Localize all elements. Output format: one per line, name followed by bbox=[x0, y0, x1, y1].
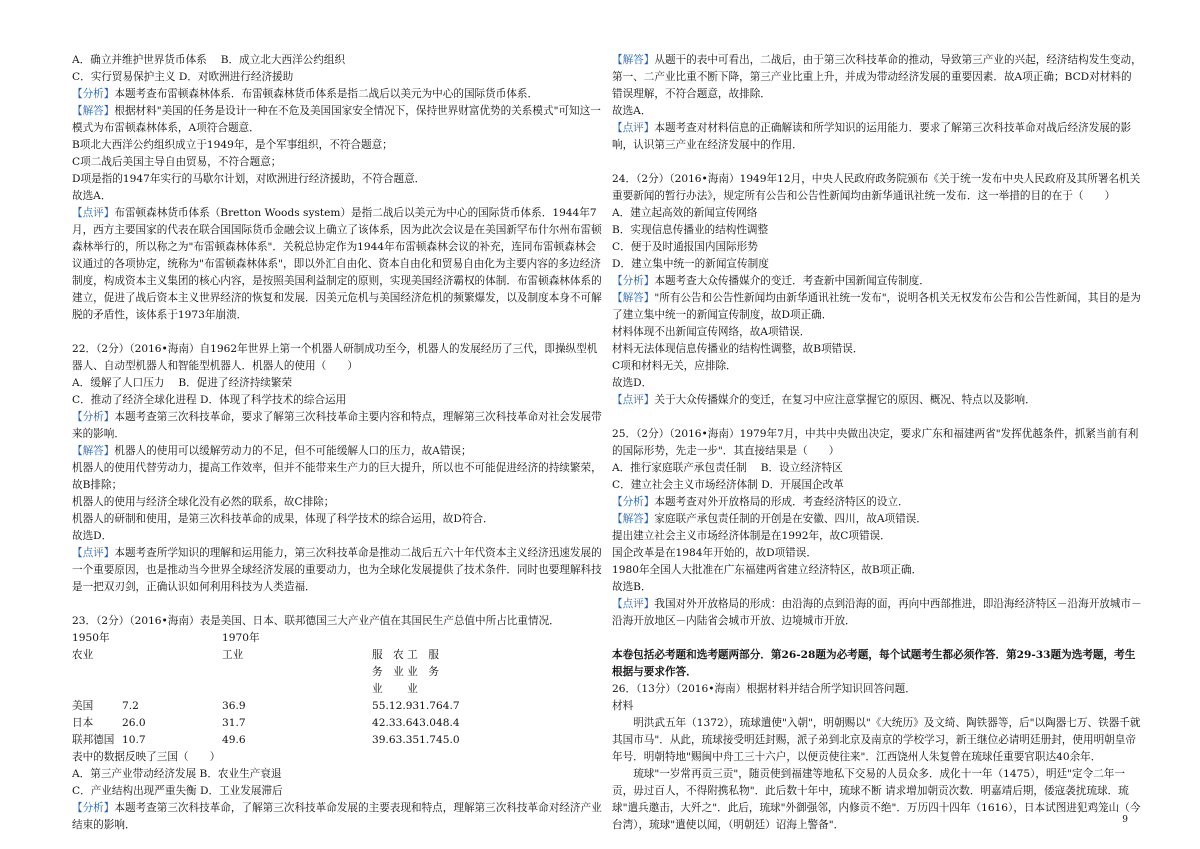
q24-solution bbox=[612, 290, 1142, 324]
analysis-tag: 【分析】 bbox=[72, 88, 115, 100]
q25-comment bbox=[612, 596, 1142, 630]
q23-tail: 表中的数据反映了三国（ ） bbox=[72, 751, 221, 763]
q23-stem: 23．（2分）（2016•海南）表是美国、日本、联邦德国三大产业产值在其国民生产总值中所占比重情况． bbox=[72, 615, 560, 627]
q21-solution bbox=[72, 103, 602, 137]
solution-tag: 【解答】 bbox=[612, 513, 655, 525]
value-cell: 49.6 bbox=[222, 734, 246, 746]
q24-comment bbox=[612, 392, 1142, 409]
table-row bbox=[72, 715, 602, 732]
q21-comment bbox=[72, 205, 602, 324]
comment-tag: 【点评】 bbox=[72, 547, 115, 559]
q24-option-d: D．建立集中统一的新闻宣传制度 bbox=[612, 258, 769, 270]
q22-option-c-note: 机器人的使用与经济全球化没有必然的联系，故C排除； bbox=[72, 496, 335, 508]
q22-options-cd: C．推动了经济全球化进程 D．体现了科学技术的综合运用 bbox=[72, 394, 347, 406]
q24-option-c: C．便于及时通报国内国际形势 bbox=[612, 241, 758, 253]
q21-option-c-note: C项二战后美国主导自由贸易，不符合题意； bbox=[72, 156, 282, 168]
value-cell: 55.12.931.764.7 bbox=[372, 700, 460, 712]
q25-note-3: 1980年全国人大批准在广东福建两省建立经济特区，故B项正确． bbox=[612, 564, 923, 576]
q21-option-d-note: D项是指的1947年实行的马歇尔计划，对欧洲进行经济援助，不符合题意． bbox=[72, 173, 426, 185]
q22-comment-text: 本题考查所学知识的理解和运用能力，第三次科技革命是推动二战后五六十年代资本主义经济迅速发展的一个重要原因，也是推动当今世界全球经济发展的重要动力，也为全球化发展提供了技术条件．同时也要理解科技是一把双刃剑，正确认识如何利用科技为人类造福． bbox=[72, 547, 602, 593]
q26-stem: 26．（13分）（2016•海南）根据材料并结合所学知识回答问题． bbox=[612, 683, 916, 695]
q24-analysis bbox=[612, 273, 1142, 290]
q23-options-cd: C．产业结构出现严重失衡 D．工业发展滞后 bbox=[72, 785, 283, 797]
analysis-tag: 【分析】 bbox=[612, 496, 655, 508]
q24-note-1: 材料体现不出新闻宣传网络，故A项错误． bbox=[612, 326, 811, 338]
header-service-2: 务 业 业 务 bbox=[372, 666, 439, 678]
q22-analysis-text: 本题考查第三次科技革命，要求了解第三次科技革命主要内容和特点，理解第三次科技革命对社会发展带来的影响． bbox=[72, 411, 602, 440]
value-cell: 42.33.643.048.4 bbox=[372, 717, 460, 729]
q22-analysis bbox=[72, 409, 602, 443]
solution-tag: 【解答】 bbox=[72, 105, 115, 117]
q23-comment bbox=[612, 120, 1142, 154]
comment-tag: 【点评】 bbox=[612, 598, 655, 610]
country-cell: 联邦德国 bbox=[72, 734, 115, 746]
left-column bbox=[72, 52, 602, 834]
page-number: 9 bbox=[1122, 815, 1128, 825]
q22-solution-text: 机器人的使用可以缓解劳动力的不足，但不可能缓解人口的压力，故A错误； bbox=[114, 445, 472, 457]
q21-options-cd: C．实行贸易保护主义 D．对欧洲进行经济援助 bbox=[72, 71, 294, 83]
q21-comment-text: 布雷顿森林货币体系（Bretton Woods system）是指二战后以美元为中心的国际货币体系．1944年7月，西方主要国家的代表在联合国国际货币金融会议上确立了该体系，因为此次会议是在美国新罕布什尔州布雷顿森林举行的，所以称之为"布雷顿森林体系"．关税总协定作为1944年布雷顿森林会议的补充，连同布雷顿森林会议通过的各项协定，统称为"布雷顿森林体系"，即以外汇自由化、资本自由化和贸易自由化为主要内容的多边经济制度，构成资本主义集团的核心内容，是按照美国利益制定的原则，实现美国经济霸权的体制．布雷顿森林体系的建立，促进了战后资本主义世界经济的恢复和发展．因美元危机与美国经济危机的频繁爆发，以及制度本身不可解脱的矛盾性，该体系于1973年崩溃． bbox=[72, 207, 602, 321]
year-1950: 1950年 bbox=[72, 632, 110, 644]
q24-answer: 故选D． bbox=[612, 377, 653, 389]
analysis-tag: 【分析】 bbox=[72, 802, 115, 814]
solution-tag: 【解答】 bbox=[612, 54, 655, 66]
year-1970: 1970年 bbox=[222, 632, 260, 644]
header-service-1: 服 农 工 服 bbox=[372, 649, 439, 661]
q25-analysis-text: 本题考查对外开放格局的形成．考查经济特区的设立． bbox=[654, 496, 909, 508]
comment-tag: 【点评】 bbox=[612, 122, 655, 134]
country-cell: 美国 bbox=[72, 700, 94, 712]
section-note: 本卷包括必考题和选考题两部分．第26-28题为必考题，每个试题考生都必须作答．第29-33题为选考题，考生根据与要求作答． bbox=[612, 649, 1136, 678]
q24-note-3: C项和材料无关，应排除． bbox=[612, 360, 737, 372]
q26-paragraph-1: 明洪武五年（1372），琉球遣使"入朝"，明朝赐以"《大统历》及文绮、陶铁器等，后"以陶器七万、铁器千就其国市马"．从此，琉球接受明廷封赐，派子弟到北京及南京的学校学习，新王继位必请明廷册封，使用明朝皇帝年号．明朝特地"赐闽中舟工三十六户，以便贡使往来"．江西饶州人朱复曾在琉球任重要官职达40余年． bbox=[612, 717, 1141, 763]
value-cell: 39.63.351.745.0 bbox=[372, 734, 460, 746]
value-cell: 26.0 bbox=[122, 717, 146, 729]
q24-option-a: A．建立起高效的新闻宣传网络 bbox=[612, 207, 758, 219]
value-cell: 31.7 bbox=[222, 717, 246, 729]
country-cell: 日本 bbox=[72, 717, 94, 729]
q25-solution-text: 家庭联产承包责任制的开创是在安徽、四川，故A项错误． bbox=[654, 513, 927, 525]
value-cell: 36.9 bbox=[222, 700, 246, 712]
q23-solution bbox=[612, 52, 1142, 103]
q22-comment bbox=[72, 545, 602, 596]
q21-analysis-text: 本题考查布雷顿森林体系．布雷顿森林货币体系是指二战后以美元为中心的国际货币体系． bbox=[114, 88, 539, 100]
q22-solution bbox=[72, 443, 602, 460]
q25-analysis bbox=[612, 494, 1142, 511]
q25-answer: 故选B． bbox=[612, 581, 652, 593]
q23-analysis-text: 本题考查第三次科技革命，了解第三次科技革命发展的主要表现和特点，理解第三次科技革命对经济产业结束的影响． bbox=[72, 802, 602, 831]
q23-table bbox=[72, 630, 602, 749]
table-row bbox=[72, 732, 602, 749]
q21-options-ab: A．确立并维护世界货币体系 B．成立北大西洋公约组织 bbox=[72, 54, 346, 66]
value-cell: 7.2 bbox=[122, 700, 139, 712]
comment-tag: 【点评】 bbox=[72, 207, 115, 219]
q26-paragraph-2: 琉球"一岁常再贡三贡"，随贡使到福建等地私下交易的人员众多．成化十一年（1475），明廷"定令二年一贡，毋过百人，不得附携私物"．此后数十年中，琉球不断 请求增加朝贡次数．明嘉靖后期，倭寇袭扰琉球．琉球"遣兵邀击，大歼之"．此后，琉球"外御强邻，内修贡不绝"．万历四十四年（1616），日本试图进犯鸡笼山（今台湾），琉球"遣使以闻，（明朝廷）诏海上警备"． bbox=[612, 768, 1141, 831]
q22-answer: 故选D． bbox=[72, 530, 113, 542]
solution-tag: 【解答】 bbox=[72, 445, 115, 457]
q21-answer: 故选A． bbox=[72, 190, 112, 202]
q22-stem: 22．（2分）（2016•海南）自1962年世界上第一个机器人研制成功至今，机器人的发展经历了三代，即操纵型机器人、自动型机器人和智能型机器人．机器人的使用（ ） bbox=[72, 343, 598, 372]
analysis-tag: 【分析】 bbox=[612, 275, 655, 287]
q25-options-cd: C．建立社会主义市场经济体制 D．开展国企改革 bbox=[612, 479, 844, 491]
comment-tag: 【点评】 bbox=[612, 394, 655, 406]
q23-analysis bbox=[72, 800, 602, 834]
q26-material-label: 材料 bbox=[612, 700, 634, 712]
q25-note-1: 提出建立社会主义市场经济体制是在1992年，故C项错误． bbox=[612, 530, 891, 542]
value-cell: 10.7 bbox=[122, 734, 146, 746]
q23-comment-text: 本题考查对材料信息的正确解读和所学知识的运用能力．要求了解第三次科技革命对战后经济发展的影响，认识第三产业在经济发展中的作用． bbox=[612, 122, 1132, 151]
header-agriculture: 农业 bbox=[72, 649, 94, 661]
analysis-tag: 【分析】 bbox=[72, 411, 115, 423]
q22-option-b-note: 机器人的使用代替劳动力，提高工作效率，但并不能带来生产力的巨大提升，所以也不可能促进经济的持续繁荣，故B排除； bbox=[72, 462, 602, 491]
right-column bbox=[612, 52, 1142, 834]
table-row bbox=[72, 698, 602, 715]
q25-stem: 25．（2分）（2016•海南）1979年7月，中共中央做出决定，要求广东和福建两省"发挥优越条件，抓紧当前有利的国际形势，先走一步"．其直接结果是（ ） bbox=[612, 428, 1139, 457]
q24-stem: 24．（2分）（2016•海南）1949年12月，中央人民政府政务院颁布《关于统一发布中央人民政府及其所署名机关重要新闻的暂行办法》，规定所有公告和公告性新闻均由新华通讯社统一发布．这一举措的目的在于（ ） bbox=[612, 173, 1141, 202]
q24-comment-text: 关于大众传播媒介的变迁，在复习中应注意掌握它的原因、概况、特点以及影响． bbox=[654, 394, 1036, 406]
q22-option-d-note: 机器人的研制和使用，是第三次科技革命的成果，体现了科学技术的综合运用，故D符合． bbox=[72, 513, 494, 525]
solution-tag: 【解答】 bbox=[612, 292, 655, 304]
q23-options-ab: A．第三产业带动经济发展 B．农业生产衰退 bbox=[72, 768, 282, 780]
q25-options-ab: A．推行家庭联产承包责任制 B．设立经济特区 bbox=[612, 462, 843, 474]
q25-note-2: 国企改革是在1984年开始的，故D项错误． bbox=[612, 547, 817, 559]
q21-analysis bbox=[72, 86, 602, 103]
header-service-3: 业 业 bbox=[372, 683, 418, 695]
q24-analysis-text: 本题考查大众传播媒介的变迁．考查新中国新闻宣传制度． bbox=[654, 275, 930, 287]
q25-comment-text: 我国对外开放格局的形成：由沿海的点到沿海的面，再向中西部推进，即沿海经济特区－沿海开放城市－沿海开放地区－内陆省会城市开放、边境城市开放． bbox=[612, 598, 1142, 627]
q22-options-ab: A．缓解了人口压力 B．促进了经济持续繁荣 bbox=[72, 377, 293, 389]
q25-solution bbox=[612, 511, 1142, 528]
q21-option-b-note: B项北大西洋公约组织成立于1949年，是个军事组织，不符合题意； bbox=[72, 139, 393, 151]
q24-option-b: B．实现信息传播业的结构性调整 bbox=[612, 224, 769, 236]
header-industry: 工业 bbox=[222, 649, 244, 661]
q23-solution-text: 从题干的表中可看出，二战后，由于第三次科技革命的推动，导致第三产业的兴起，经济结构发生变动，第一、二产业比重不断下降，第三产业比重上升，并成为带动经济发展的重要因素．故A项正确；BCD对材料的错误理解，不符合题意，故排除． bbox=[612, 54, 1142, 100]
q24-note-2: 材料无法体现信息传播业的结构性调整，故B项错误． bbox=[612, 343, 864, 355]
q24-solution-text: "所有公告和公告性新闻均由新华通讯社统一发布"，说明各机关无权发布公告和公告性新闻，其目的是为了建立集中统一的新闻宣传制度，故D项正确． bbox=[612, 292, 1141, 321]
q21-solution-text: 根据材料"美国的任务是设计一种在不危及美国国家安全情况下，保持世界财富优势的关系模式"可知这一模式为布雷顿森林体系，A项符合题意． bbox=[72, 105, 601, 134]
q23-answer: 故选A． bbox=[612, 105, 652, 117]
